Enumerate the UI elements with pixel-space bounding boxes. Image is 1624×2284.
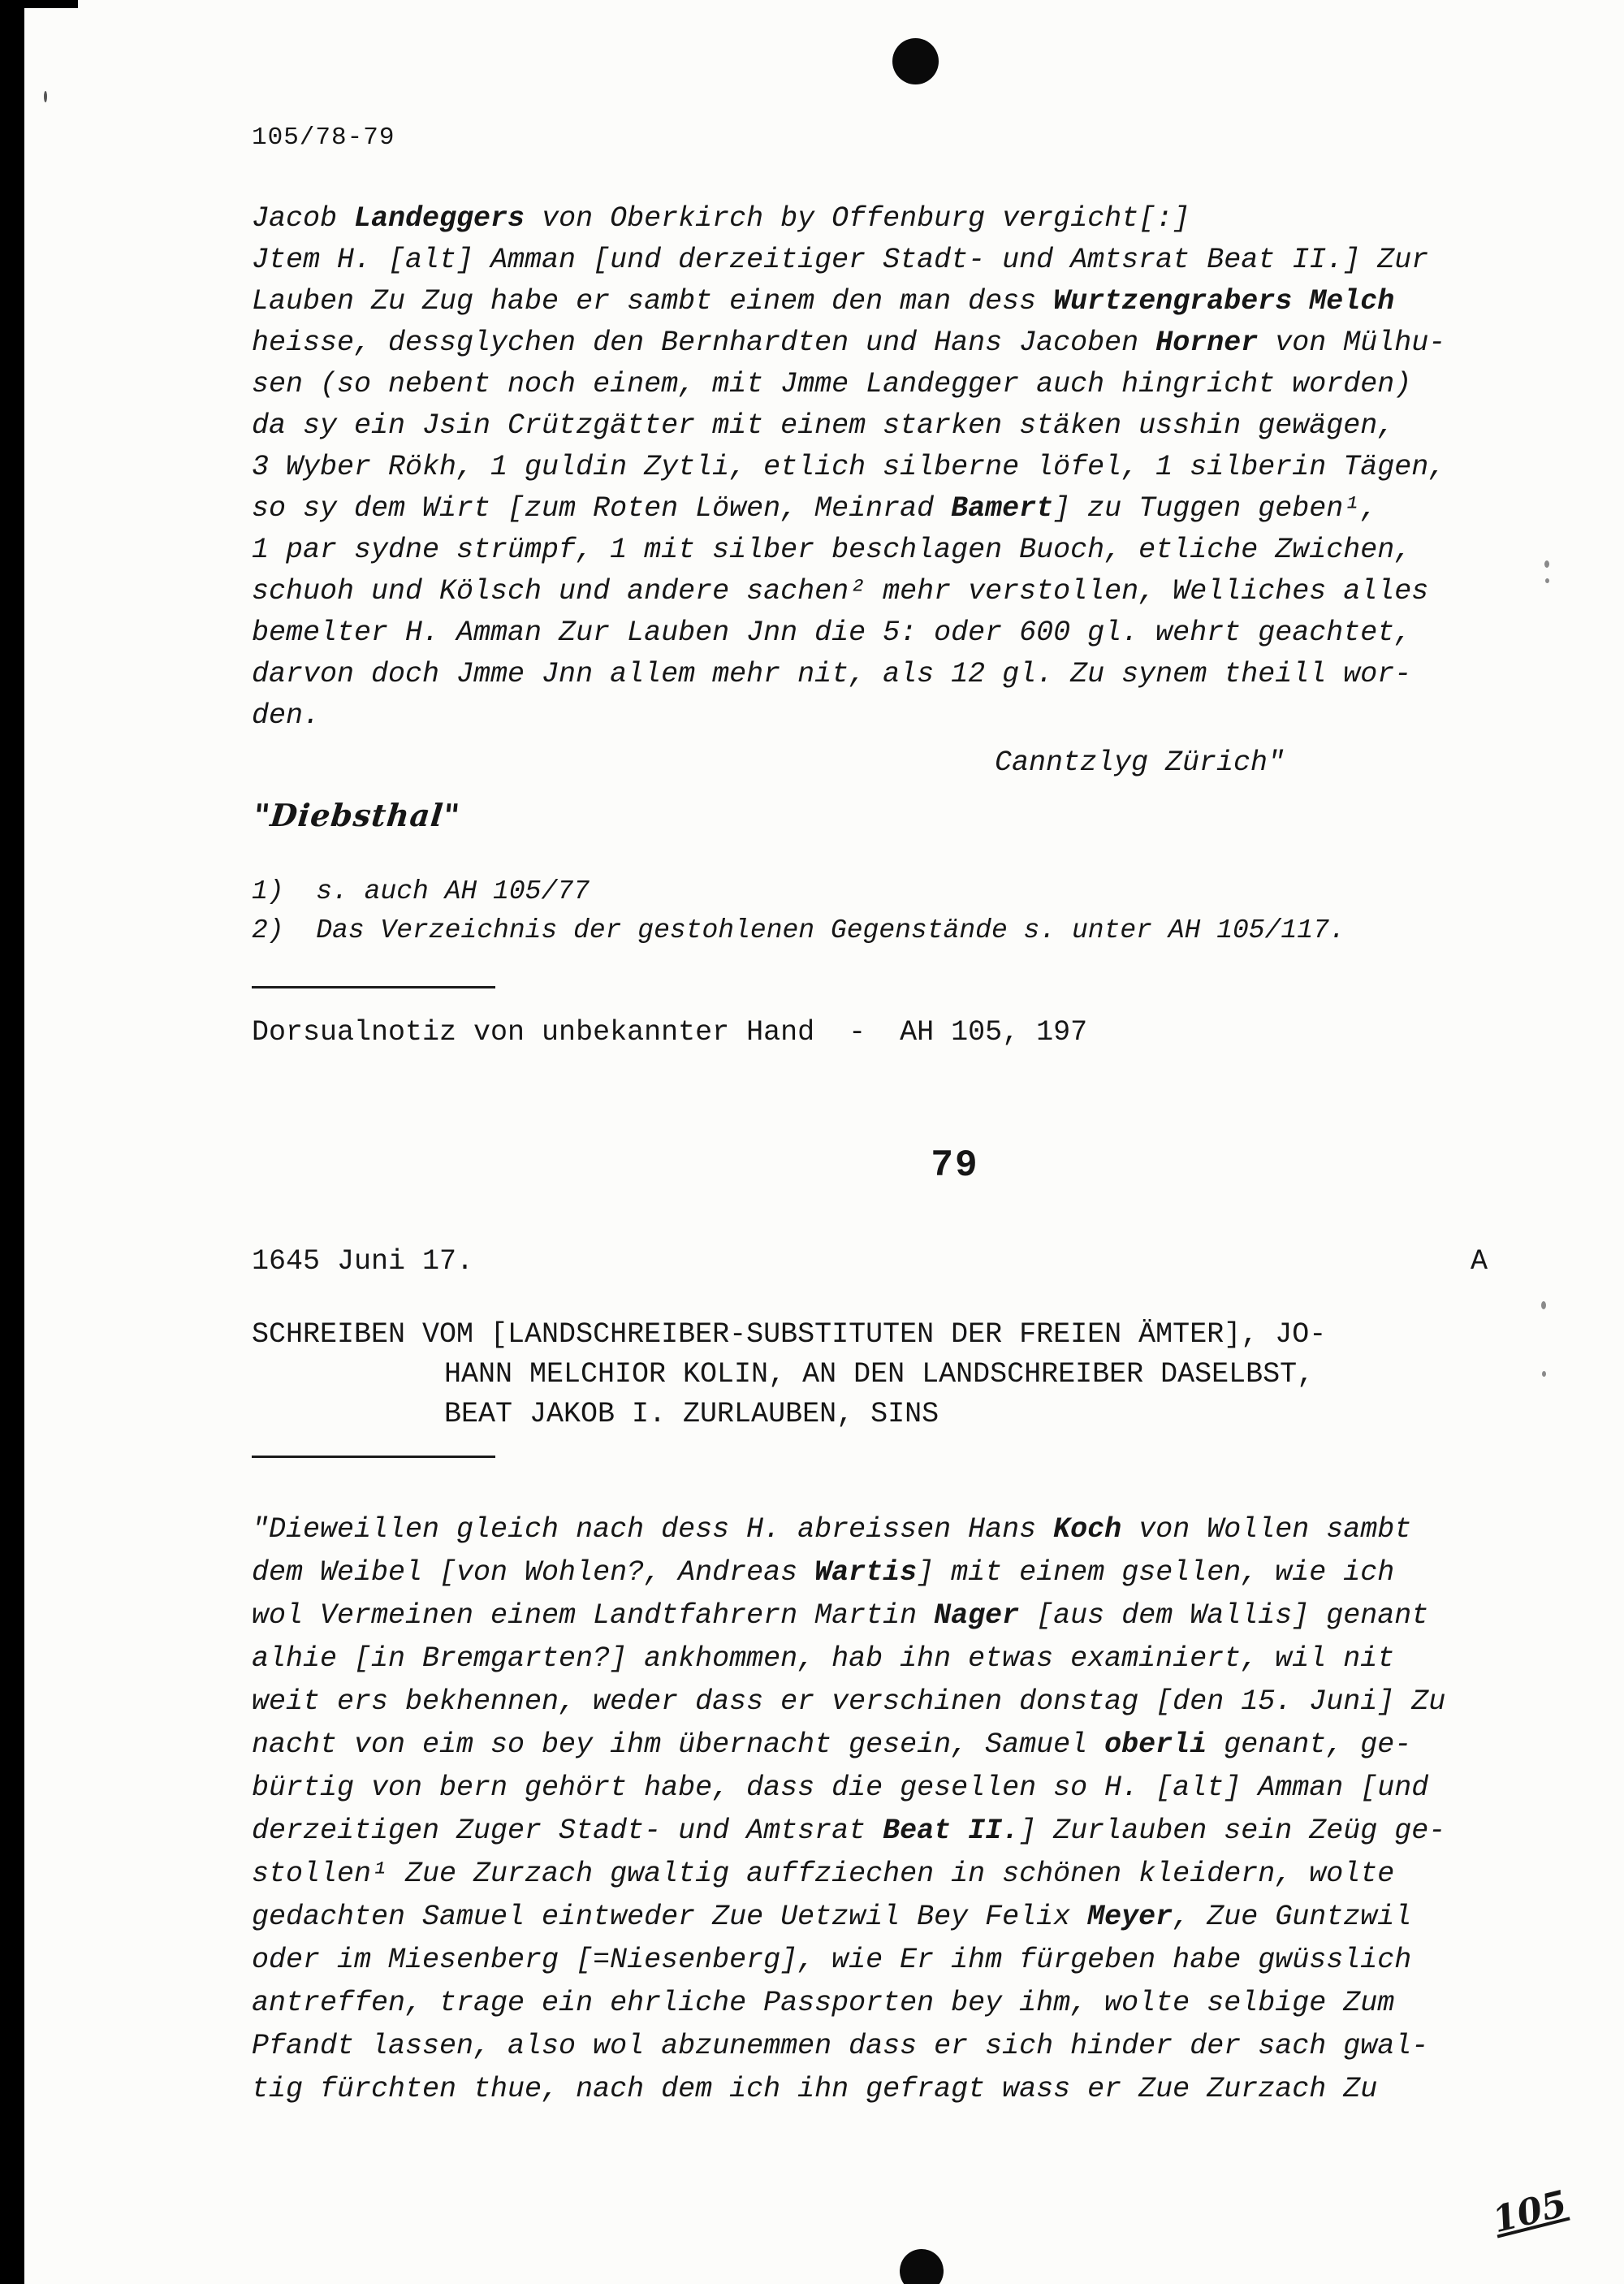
scan-artifact	[1541, 1301, 1546, 1309]
scan-artifact	[1542, 1371, 1546, 1377]
punch-hole-top-icon	[892, 38, 939, 84]
entry79-date: 1645 Juni 17.	[252, 1245, 474, 1278]
scan-artifact	[1545, 578, 1549, 583]
scan-artifact	[44, 91, 47, 102]
entry79-corner-letter: A	[1470, 1245, 1488, 1278]
entry79-title: SCHREIBEN VOM [LANDSCHREIBER-SUBSTITUTEN DER FREIEN ÄMTER], JO- HANN MELCHIOR KOLIN, AN DEN LANDSCHREIBER DASELBST, BEAT JAKOB I. ZURLAUBEN, SINS	[252, 1318, 1327, 1430]
punch-hole-bottom-icon	[900, 2249, 944, 2284]
entry79-transcription: "Dieweillen gleich nach dess H. abreissen Hans Koch von Wollen sambt dem Weibel [von Wohlen?, Andreas Wartis] mit einem gsellen, wie ich wol Vermeinen einem Landtfahrern Martin Nager [aus dem Wallis] genant alhie [in Bremgarten?] ankhommen, hab ihn etwas examiniert, wil nit weit ers bekhennen, weder dass er verschinen donstag [den 15. Juni] Zu nacht von eim so bey ihm übernacht gesein, Samuel oberli genant, ge- bürtig von bern gehört habe, dass die gesellen so H. [alt] Amman [und derzeitigen Zuger Stadt- und Amtsrat Beat II.] Zurlauben sein Zeüg ge- stollen¹ Zue Zurzach gwaltig auffziechen in schönen kleidern, wolte gedachten Samuel eintweder Zue Uetzwil Bey Felix Meyer, Zue Guntzwil oder im Miesenberg [=Niesenberg], wie Er ihm fürgeben habe gwüsslich antreffen, trage ein ehrliche Passporten bey ihm, wolte selbige Zum Pfandt lassen, also wol abzunemmen dass er sich hinder der sach gwal- tig fürchten thue, nach dem ich ihn gefragt wass er Zue Zurzach Zu	[252, 1513, 1446, 2105]
entry78-transcription: Jacob Landeggers von Oberkirch by Offenburg vergicht[:] Jtem H. [alt] Amman [und derzeitiger Stadt- und Amtsrat Beat II.] Zur Lauben Zu Zug habe er sambt einem den man dess Wurtzengrabers Melch heisse, dessglychen den Bernhardten und Hans Jacoben Horner von Mülhu- sen (so nebent noch einem, mit Jmme Landegger auch hingricht worden) da sy ein Jsin Crützgätter mit einem starken stäken usshin gewägen, 3 Wyber Rökh, 1 guldin Zytli, etlich silberne löfel, 1 silberin Tägen, so sy dem Wirt [zum Roten Löwen, Meinrad Bamert] zu Tuggen geben¹, 1 par sydne strümpf, 1 mit silber beschlagen Buoch, etliche Zwichen, schuoh und Kölsch und andere sachen² mehr verstollen, Welliches alles bemelter H. Amman Zur Lauben Jnn die 5: oder 600 gl. wehrt geachtet, darvon doch Jmme Jnn allem mehr nit, als 12 gl. Zu synem theill wor- den.	[252, 202, 1446, 732]
handwritten-page-number: 105	[1488, 2182, 1571, 2242]
divider-rule-1	[252, 986, 495, 988]
divider-rule-2	[252, 1456, 495, 1458]
page-content	[252, 123, 1488, 2111]
entry78-footnotes: 1) s. auch AH 105/77 2) Das Verzeichnis der gestohlenen Gegenstände s. unter AH 105/117.	[252, 876, 1345, 945]
entry79-number-heading: 79	[931, 1144, 979, 1187]
entry78-dorsal-note-line: Dorsualnotiz von unbekannter Hand - AH 105, 197	[252, 1016, 1088, 1049]
scan-edge-left-bar	[0, 0, 24, 2284]
scan-artifact	[1544, 560, 1549, 568]
scan-edge-top-sliver	[0, 0, 78, 8]
archive-number: 105/78-79	[252, 123, 395, 152]
entry78-signature: Canntzlyg Zürich"	[994, 746, 1285, 779]
entry78-handwritten-dorsal-note: "Diebsthal"	[252, 797, 463, 833]
entry79-date-row	[252, 1245, 1488, 1278]
